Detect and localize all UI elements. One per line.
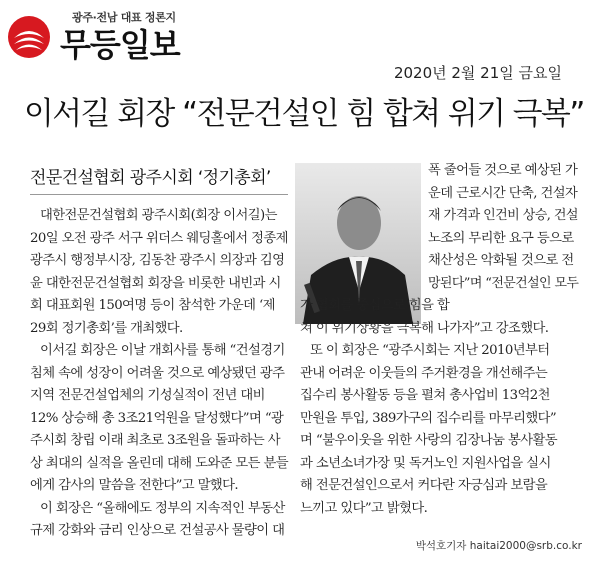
article-text-line: 에게 감사의 말씀을 전한다”고 말했다. [30,478,239,493]
article-text-line: 회 대표회원 150여명 등이 참석한 가운데 ‘제 [30,298,275,313]
article-text-line: 집수리 봉사활동 등을 펼쳐 총사업비 13억2천 [300,388,550,403]
article-text-line: 상 최대의 실적을 올린데 대해 도와준 모든 분들 [30,455,289,471]
article-text-line: 지역 전문건설업체의 기성실적이 전년 대비 [30,388,265,403]
article-text-line: 29회 정기총회’를 개최했다. [30,320,183,336]
article-text-line: 가 협회를 중심으로 힘을 합 [300,298,450,313]
issue-date: 2020년 2월 21일 금요일 [393,64,562,82]
article-text-line: 이 회장은 “올해에도 정부의 지속적인 부동산 [40,500,285,516]
article-text-line: 관내 어려운 이웃들의 주거환경을 개선해주는 [300,365,548,381]
article-text-line: 채산성은 악화될 것으로 전 [428,253,574,268]
article-text-line: 며 “불우이웃을 위한 사랑의 김장나눔 봉사활동 [300,433,557,448]
article-text-line: 쳐 이 위기상황을 극복해 나가자”고 강조했다. [300,320,549,336]
article-headline: 이서길 회장 “전문건설인 힘 합쳐 위기 극복” [24,96,584,132]
article-text-line: 규제 강화와 금리 인상으로 건설공사 물량이 대 [30,523,285,538]
article-text-line: 운데 근로시간 단축, 건설자 [428,185,578,201]
article-text-line: 또 이 회장은 “광주시회는 지난 2010년부터 [310,343,550,358]
article-text-line: 이서길 회장은 이날 개회사를 통해 “건설경기 [40,343,285,358]
article-text-line: 노조의 무리한 요구 등으로 [428,230,574,246]
newspaper-logo [6,4,236,64]
masthead-tagline: 광주·전남 대표 정론지 [72,11,176,24]
article-text-line: 느끼고 있다”고 밝혔다. [300,500,428,516]
article-text-line: 12% 상승해 총 3조21억원을 달성했다”며 “광 [30,410,284,426]
article-text-line: 만원을 투입, 389가구의 집수리를 마무리했다” [300,410,557,426]
article-text-line: 윤 대한전문건설협회 회장을 비롯한 내빈과 시 [30,275,281,291]
subheadline-divider [30,194,288,195]
article-text-line: 20일 오전 광주 서구 위더스 웨딩홀에서 정종제 [30,230,288,246]
article-text-line: 망된다”며 “전문건설인 모두 [428,275,579,291]
article-text-line: 대한전문건설협회 광주시회(회장 이서길)는 [40,208,277,223]
article-text-line: 과 소년소녀가장 및 독거노인 지원사업을 실시 [300,455,551,471]
article-text-line: 해 전문건설인으로서 커다란 자긍심과 보람을 [300,478,548,493]
article-text-line: 침체 속에 성장이 어려울 것으로 예상됐던 광주 [30,365,285,381]
reporter-byline: 박석호기자 haitai2000@srb.co.kr [415,540,582,552]
article-text-line: 폭 줄어들 것으로 예상된 가 [428,163,578,178]
masthead-name: 무등일보 [60,26,180,64]
article-subheadline: 전문건설협회 광주시회 ‘정기총회’ [30,168,271,188]
newspaper-emblem-icon [6,14,52,60]
article-text-line: 주시회 창립 이래 최초로 3조원을 돌파하는 사 [30,433,281,448]
article-text-line: 광주시 행정부시장, 김동찬 광주시 의장과 김영 [30,253,285,268]
article-text-line: 재 가격과 인건비 상승, 건설 [428,208,578,223]
